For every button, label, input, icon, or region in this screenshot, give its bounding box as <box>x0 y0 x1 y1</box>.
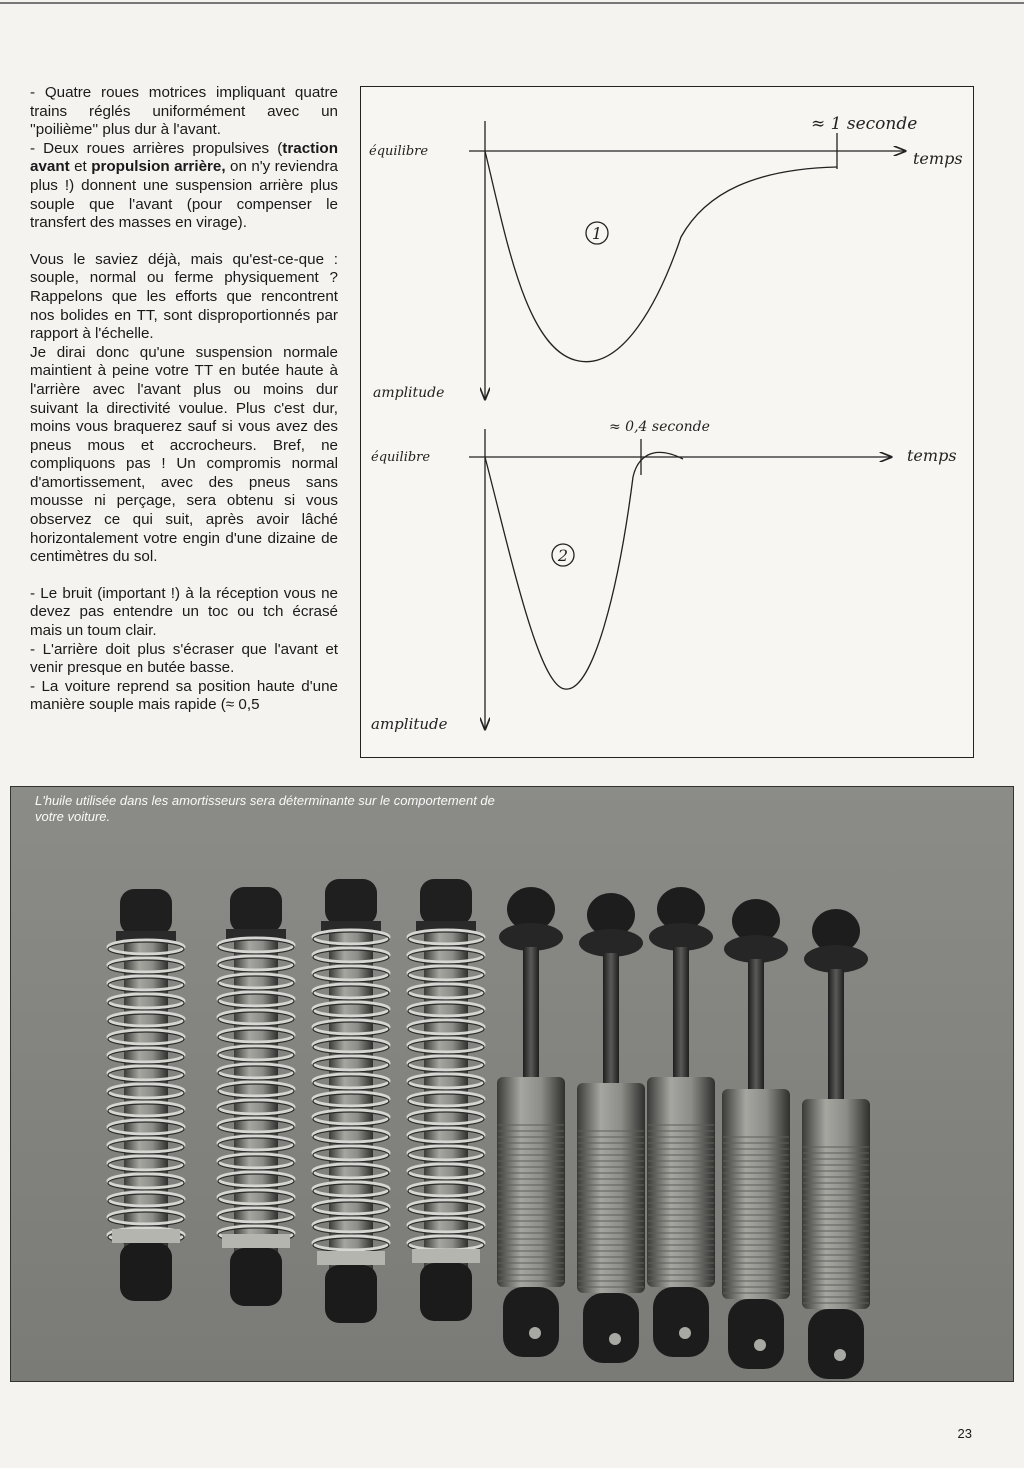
text-run: - Le bruit (important !) à la réception vous ne devez pas entendre un toc ou tch écrasé mais un toum clair. <box>30 584 338 640</box>
graph2-amplitude-label: amplitude <box>371 715 448 733</box>
graph1-amplitude-label: amplitude <box>373 385 445 401</box>
text-run: Je dirai donc qu'une suspension normale maintient à peine votre TT en butée haute à l'arrière avec l'avant plus ou moins dur suivant la directivité voulue. Plus c'est dur, moins vous braquerez sauf si vous avez des pneus mous et accrocheurs. Bref, ne compliquons pas ! Un compromis normal d'amortissement, avec des pneus sans mousse ni perçage, sera obtenu si vous observez ce qui suit, après avoir lâché horizontalement votre engin d'une dizaine de centimètres du sol. <box>30 343 338 566</box>
bold-term: propulsion arrière, <box>91 158 226 176</box>
paragraph <box>30 140 338 233</box>
graph1-time-mark-label: ≈ 1 seconde <box>811 114 918 134</box>
text-run: - Deux roues arrières propulsives ( <box>30 139 283 157</box>
photo-caption: L'huile utilisée dans les amortisseurs sera déterminante sur le comportement de votre voiture. <box>35 793 495 824</box>
text-run: Vous le saviez déjà, mais qu'est-ce-que : souple, normal ou ferme physiquement ? Rappelons que les efforts que rencontrent nos bolides en TT, sont disproportionnés par rapport à l'échelle. <box>30 250 338 343</box>
paragraph-gap <box>30 233 338 251</box>
text-run: - La voiture reprend sa position haute d'une manière souple mais rapide (≈ 0,5 <box>30 677 338 714</box>
graph2-response-curve <box>485 452 683 689</box>
damping-diagram <box>360 86 974 758</box>
page-number: 23 <box>957 1426 972 1441</box>
paragraph <box>30 641 338 678</box>
graph1-curve-number: 1 <box>591 224 603 243</box>
bold-term: traction avant <box>30 139 338 176</box>
paragraph-gap <box>30 567 338 585</box>
paragraph <box>30 251 338 344</box>
text-run: et <box>69 158 92 176</box>
graph2-curve-number: 2 <box>557 546 569 565</box>
paragraph <box>30 344 338 567</box>
shock-absorbers-photo <box>10 786 1014 1382</box>
graph2-temps-label: temps <box>907 446 957 465</box>
graph1-equilibre-label: équilibre <box>369 144 429 159</box>
paragraph <box>30 678 338 715</box>
graph1-response-curve <box>485 151 837 362</box>
shock-absorbers-illustration <box>11 787 1014 1382</box>
graph2-time-mark-label: ≈ 0,4 seconde <box>609 419 710 435</box>
article-text <box>30 84 338 715</box>
coil-shock-absorber <box>218 887 294 1306</box>
paragraph <box>30 84 338 140</box>
graph-2 <box>371 419 957 733</box>
graph2-equilibre-label: équilibre <box>371 450 431 465</box>
text-run: on n'y reviendra plus !) donnent une suspension arrière plus souple que l'avant (pour compenser le transfert des masses en virage). <box>30 158 338 232</box>
top-rule <box>0 2 1024 4</box>
text-run: - L'arrière doit plus s'écraser que l'avant et venir presque en butée basse. <box>30 640 338 677</box>
coil-shock-absorber <box>108 889 184 1301</box>
graph1-temps-label: temps <box>913 149 963 168</box>
text-run: - Quatre roues motrices impliquant quatre trains réglés uniformément avec un ''poilième'' plus dur à l'avant. <box>30 84 338 139</box>
paragraph <box>30 585 338 641</box>
graph-1 <box>369 114 963 401</box>
